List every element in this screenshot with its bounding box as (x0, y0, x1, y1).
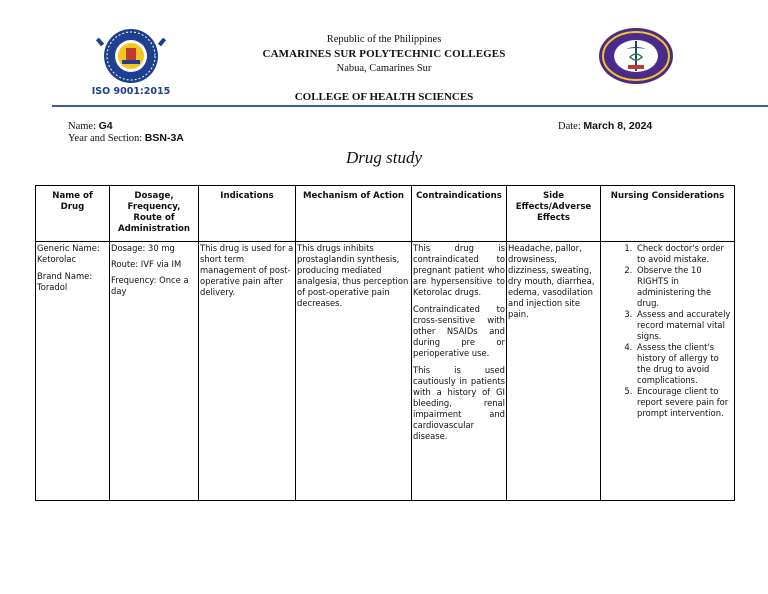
cell-side-effects (507, 242, 601, 501)
cell-indications (199, 242, 296, 501)
generic-name: Generic Name: Ketorolac (37, 243, 100, 264)
year-value: BSN-3A (144, 132, 184, 144)
cell-nursing (601, 242, 735, 501)
year-label: Year and Section: (68, 133, 143, 144)
document-date (558, 120, 652, 132)
route-value: Route: IVF via IM (111, 259, 182, 269)
list-item: 3. Assess and accurately record maternal vital signs. (635, 309, 733, 342)
contraindication-2: Contraindicated to cross-sensitive with other NSAIDs and during pre or perioperative use. (413, 304, 505, 358)
header-divider (52, 105, 768, 107)
institution-address: Nabua, Camarines Sur (336, 63, 432, 74)
institution-name: CAMARINES SUR POLYTECHNIC COLLEGES (262, 48, 506, 60)
frequency-value: Frequency: Once a day (111, 275, 189, 296)
health-sciences-seal (598, 27, 674, 85)
dosage-value: Dosage: 30 mg (111, 243, 175, 253)
iso-label: ISO 9001:2015 (91, 86, 171, 97)
header-drug: Name of Drug (36, 186, 110, 242)
table-header-row (36, 186, 735, 242)
indications-text: This drug is used for a short term management of post-operative pain after delivery. (200, 243, 294, 297)
cell-mechanism (296, 242, 412, 501)
side-effects-text: Headache, pallor, drowsiness, dizziness, sweating, dry mouth, diarrhea, edema, vasodilation and injection site pain. (508, 243, 595, 319)
header-side-effects: Side Effects/Adverse Effects (507, 186, 601, 242)
header-nursing: Nursing Considerations (601, 186, 735, 242)
date-value: March 8, 2024 (583, 120, 653, 132)
year-section (68, 132, 184, 144)
table-row (36, 242, 735, 501)
cspc-logo (76, 28, 186, 98)
cell-contraindications (412, 242, 507, 501)
contraindication-1: This drug is contraindicated to pregnant patient who are hypersensitive to Ketorolac drugs. (413, 243, 505, 297)
page-title: Drug study (345, 148, 423, 167)
header-contraindications: Contraindications (412, 186, 507, 242)
mechanism-text: This drugs inhibits prostaglandin synthesis, producing mediated analgesia, thus perception of post-operative pain decreases. (297, 243, 409, 308)
brand-name: Brand Name: Toradol (37, 271, 93, 292)
nursing-list (602, 243, 733, 419)
name-value: G4 (98, 120, 113, 132)
list-item: 4. Assess the client's history of allergy to the drug to avoid complications. (635, 342, 733, 386)
list-item: 5. Encourage client to report severe pain for prompt intervention. (635, 386, 733, 419)
contraindication-3: This is used cautiously in patients with a history of GI bleeding, renal impairment and cardiovascular disease. (413, 365, 505, 441)
republic-line: Republic of the Philippines (326, 34, 442, 45)
drug-study-table (35, 185, 735, 501)
cell-drug-name (36, 242, 110, 501)
name-label: Name: (68, 121, 96, 132)
list-item: 1. Check doctor's order to avoid mistake. (635, 243, 733, 265)
list-item: 2. Observe the 10 RIGHTS in administering the drug. (635, 265, 733, 309)
student-name (68, 120, 113, 132)
college-name: COLLEGE OF HEALTH SCIENCES (294, 91, 474, 103)
cell-dosage (110, 242, 199, 501)
header-dosage: Dosage, Frequency, Route of Administration (110, 186, 199, 242)
header-indications: Indications (199, 186, 296, 242)
header-mechanism: Mechanism of Action (296, 186, 412, 242)
date-label: Date: (558, 121, 581, 132)
